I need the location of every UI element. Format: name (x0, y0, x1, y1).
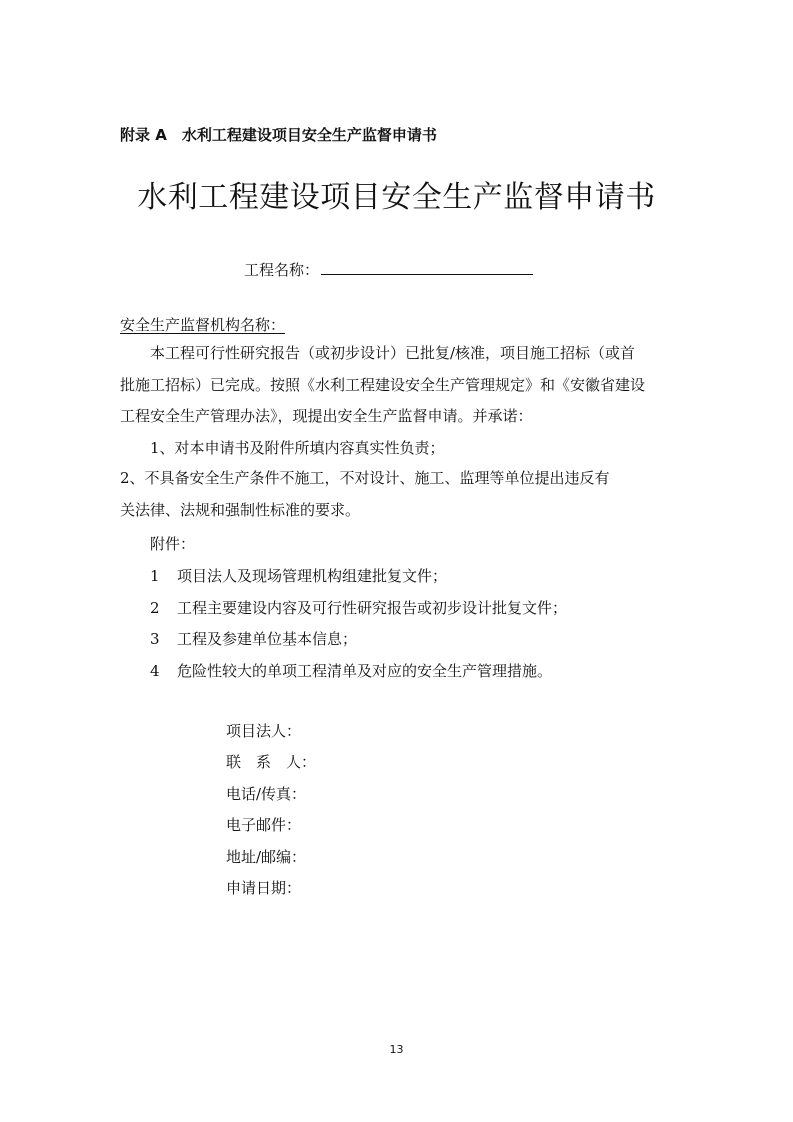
project-name-label: 工程名称： (244, 261, 320, 279)
attachment-number: 3 (150, 630, 160, 648)
commitment-item-1: 1、对本申请书及附件所填内容真实性负责； (150, 438, 445, 457)
appendix-label: 附录 A 水利工程建设项目安全生产监督申请书 (120, 126, 437, 144)
document-title: 水利工程建设项目安全生产监督申请书 (137, 180, 656, 215)
legal-person-label: 项目法人： (226, 722, 302, 740)
attachment-number: 2 (150, 599, 160, 617)
commitment-item-2 (120, 463, 680, 526)
attachment-text: 工程主要建设内容及可行性研究报告或初步设计批复文件； (177, 599, 568, 617)
attachments-label: 附件： (150, 535, 196, 553)
paragraph-line: 2、不具备安全生产条件不施工，不对设计、施工、监理等单位提出违反有 (120, 469, 610, 487)
attachment-item (150, 628, 357, 649)
attachment-item (150, 660, 552, 681)
phone-fax-label: 电话/传真： (226, 785, 307, 803)
application-date-label: 申请日期： (226, 879, 302, 897)
attachment-item (150, 565, 447, 586)
email-label: 电子邮件： (226, 816, 302, 834)
project-name-blank-line (321, 260, 533, 275)
attachment-text: 危险性较大的单项工程清单及对应的安全生产管理措施。 (177, 662, 553, 680)
attachment-number: 1 (150, 567, 160, 585)
application-paragraph (120, 338, 680, 464)
paragraph-line: 关法律、法规和强制性标准的要求。 (120, 500, 361, 519)
address-zip-label: 地址/邮编： (226, 848, 307, 866)
paragraph-line: 本工程可行性研究报告（或初步设计）已批复/核准，项目施工招标（或首 (150, 344, 636, 362)
attachment-item (150, 597, 567, 618)
attachment-text: 工程及参建单位基本信息； (177, 630, 358, 648)
contact-person-label: 联 系 人： (226, 753, 317, 771)
attachment-text: 项目法人及现场管理机构组建批复文件； (177, 567, 448, 585)
paragraph-line: 批施工招标）已完成。按照《水利工程建设安全生产管理规定》和《安徽省建设 (120, 375, 646, 394)
supervision-agency-label: 安全生产监督机构名称： (120, 316, 286, 334)
project-name-field (244, 259, 533, 280)
paragraph-line: 工程安全生产管理办法》，现提出安全生产监督申请。并承诺： (120, 407, 533, 425)
page-number: 13 (389, 1043, 404, 1056)
attachment-number: 4 (150, 662, 160, 680)
